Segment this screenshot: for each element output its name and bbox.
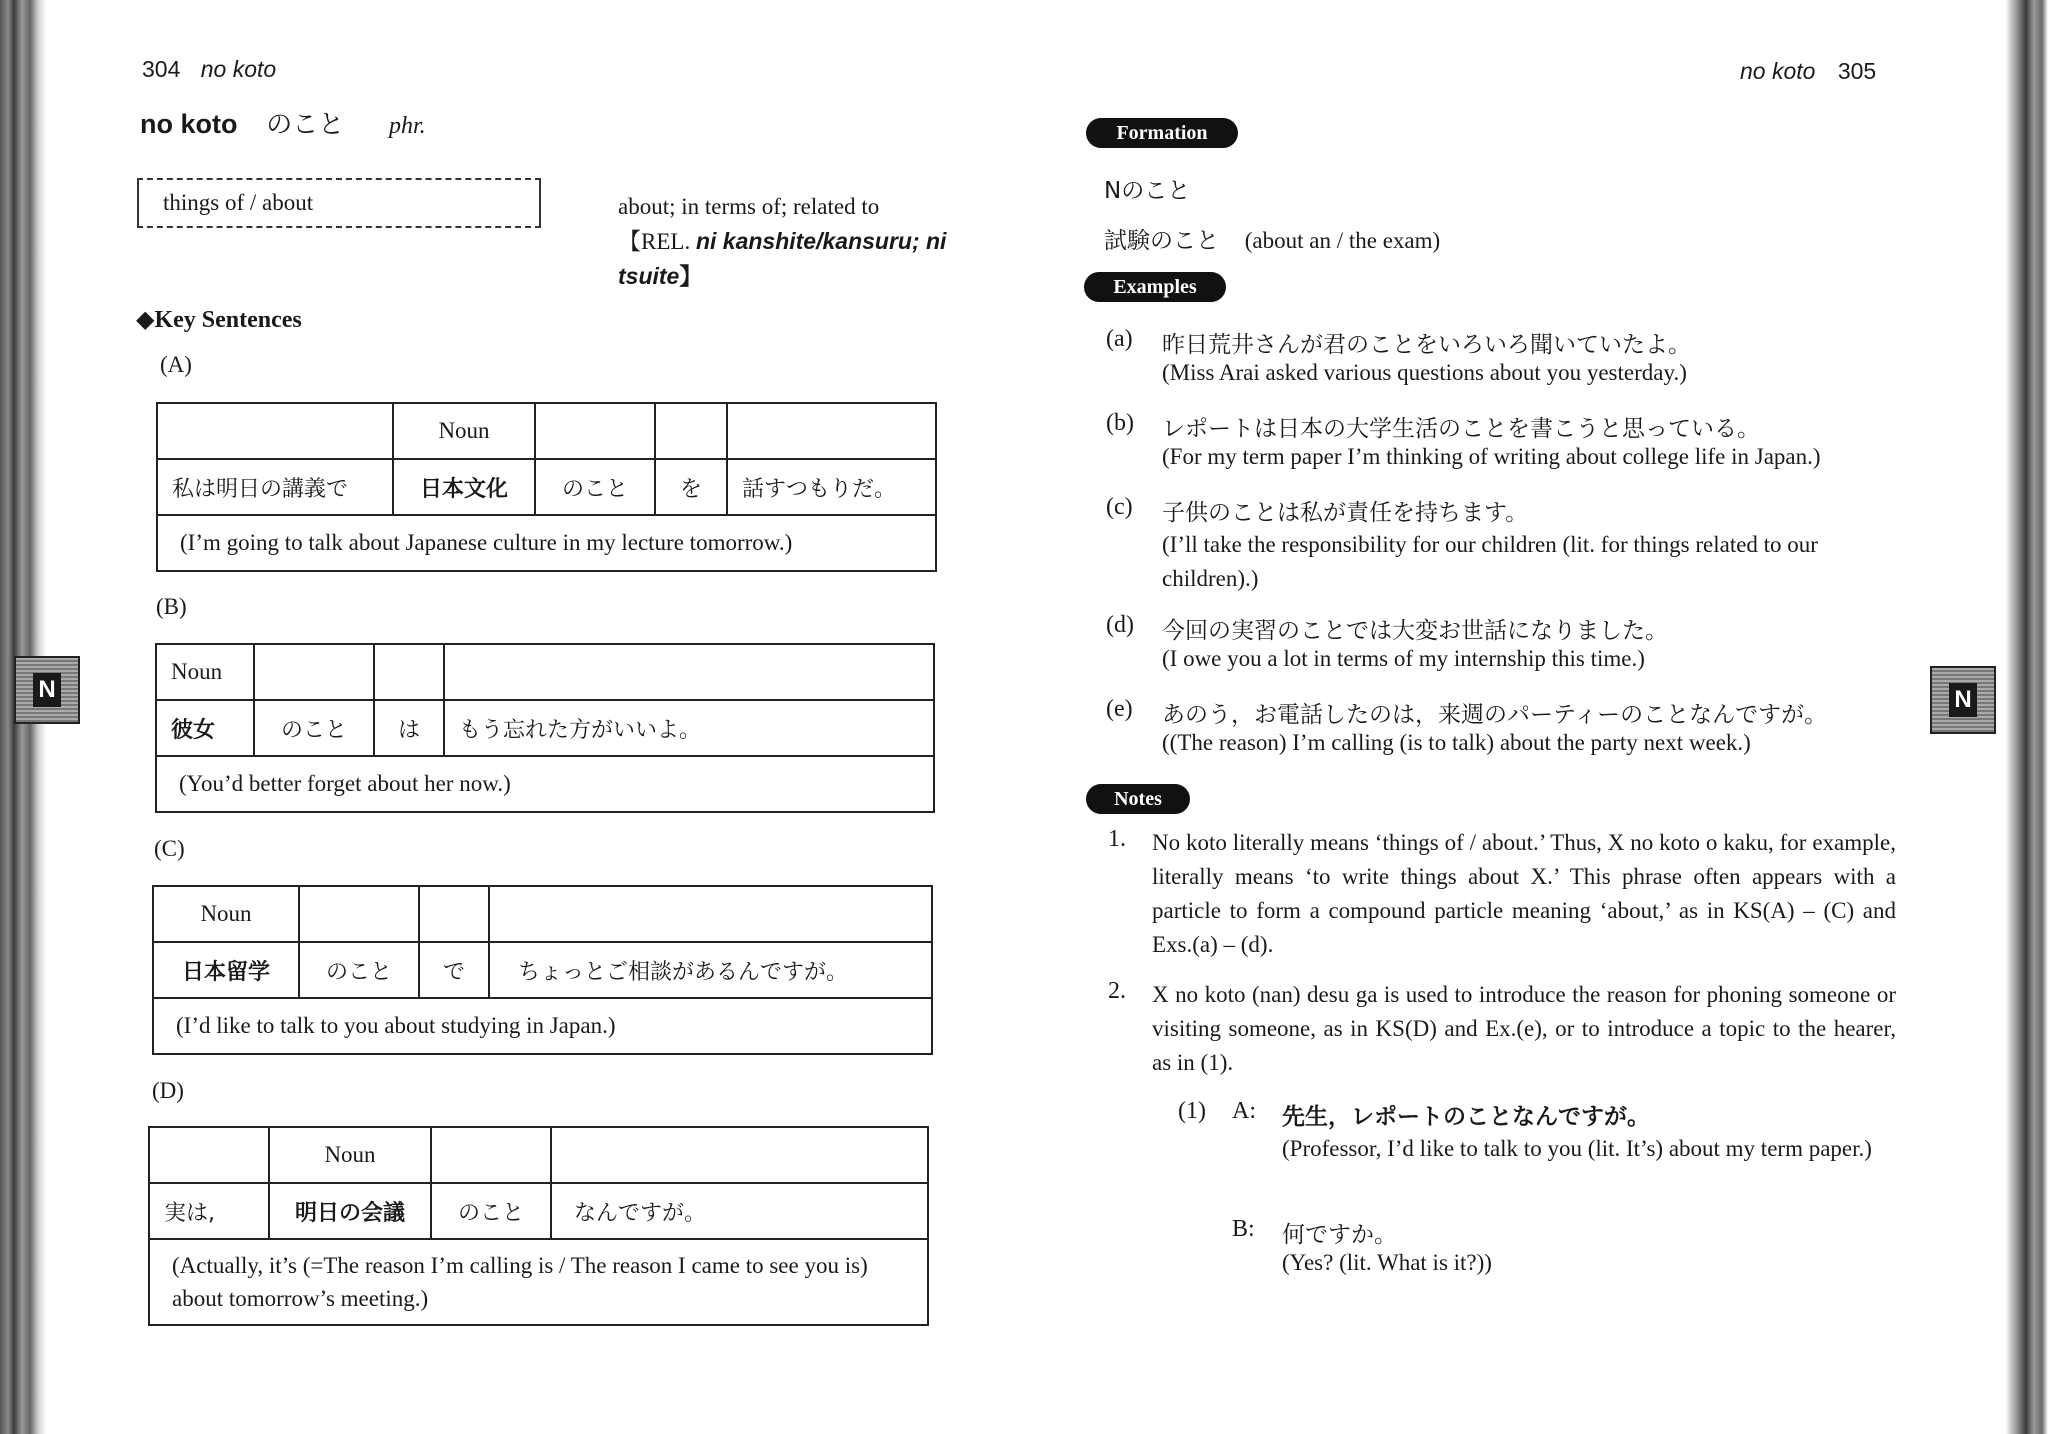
example-item — [1104, 692, 1894, 776]
ks-a-cell: 私は明日の講義で — [157, 459, 393, 515]
note-text: No koto literally means ‘things of / about.’ Thus, X no koto o kaku, for example, literally means ‘to write things about X.’ This phrase often appears with a particle to form a compound particle meaning ‘about,’ as in KS(A) – (C) and Exs.(a) – (d). — [1152, 830, 1896, 957]
entry-romaji: no koto — [140, 109, 238, 139]
ks-a-header-cell: Noun — [393, 403, 535, 459]
example-jp: 子供のことは私が責任を持ちます。 — [1162, 500, 1529, 526]
note-number: 2. — [1108, 978, 1126, 1004]
dialogue-jp: 何ですか。 — [1282, 1222, 1397, 1248]
dialogue — [1178, 1094, 1888, 1296]
entry-japanese: のこと — [266, 110, 345, 140]
ks-a-sentence-row — [157, 459, 936, 515]
dialogue-en: (Yes? (lit. What is it?)) — [1282, 1250, 1492, 1275]
right-thumb-tab — [1930, 666, 1996, 734]
example-en: (I owe you a lot in terms of my internship this time.) — [1162, 646, 1645, 671]
related-meanings: about; in terms of; related to — [618, 194, 880, 219]
ks-a-cell: 日本文化 — [393, 459, 535, 515]
entry-heading — [140, 104, 426, 141]
ks-d-translation: (Actually, it’s (=The reason I’m calling is / The reason I came to see you is) about tomorrow’s meeting.) — [149, 1239, 928, 1325]
ks-b-translation-row — [156, 756, 934, 812]
example-label: (a) — [1106, 326, 1133, 352]
dialogue-speaker: A: — [1232, 1098, 1256, 1124]
example-en: ((The reason) I’m calling (is to talk) about the party next week.) — [1162, 730, 1751, 755]
example-item — [1104, 406, 1894, 490]
ks-d-header-cell: Noun — [269, 1127, 431, 1183]
ks-a-header-cell — [727, 403, 936, 459]
ks-d-translation-row — [149, 1239, 928, 1325]
ks-b-header-cell: Noun — [156, 644, 254, 700]
dialogue-en: (Professor, I’d like to talk to you (lit. It’s) about my term paper.) — [1282, 1136, 1872, 1161]
ks-a-header-cell — [655, 403, 727, 459]
note-text: X no koto (nan) desu ga is used to introduce the reason for phoning someone or visiting someone, as in KS(D) and Ex.(e), or to introduce a topic to the hearer, as in (1). — [1152, 982, 1896, 1075]
note-item — [1106, 826, 1896, 962]
rel-terms-a: ni kanshite/kansuru; ni — [695, 228, 947, 254]
ks-b-header-cell — [254, 644, 374, 700]
ks-c-header-cell — [419, 886, 489, 942]
formation-pattern: Nのこと — [1104, 178, 1191, 204]
ks-b-header-row — [156, 644, 934, 700]
dialogue-speaker: B: — [1232, 1216, 1255, 1242]
examples-label: Examples — [1084, 272, 1226, 302]
example-label: (b) — [1106, 410, 1134, 436]
page-number: 305 — [1837, 58, 1877, 84]
ks-c-table — [152, 885, 933, 1055]
ks-b-cell: は — [374, 700, 444, 756]
ks-a-header-cell — [535, 403, 655, 459]
example-item — [1104, 322, 1894, 406]
example-jp: あのう，お電話したのは，来週のパーティーのことなんですが。 — [1162, 702, 1828, 728]
ks-d-header-cell — [551, 1127, 928, 1183]
formation-example — [1104, 222, 1440, 255]
formation-example-en: (about an / the exam) — [1244, 228, 1441, 253]
page-number: 304 — [142, 56, 181, 82]
ks-c-sentence-row — [153, 942, 932, 998]
entry-pos: phr. — [389, 113, 426, 139]
example-label: (d) — [1106, 612, 1134, 638]
ks-b-label: (B) — [156, 594, 187, 619]
ks-a-translation-row — [157, 515, 936, 571]
example-jp: 今回の実習のことでは大変お世話になりました。 — [1162, 618, 1668, 644]
ks-d-table — [148, 1126, 929, 1326]
ks-c-header-cell — [299, 886, 419, 942]
ks-a-table — [156, 402, 937, 572]
ks-b-header-cell — [444, 644, 934, 700]
dialogue-jp: 先生，レポートのことなんですが。 — [1282, 1104, 1650, 1130]
notes-list — [1106, 826, 1896, 1080]
right-page-edge — [2006, 0, 2048, 1434]
ks-d-sentence-row — [149, 1183, 928, 1239]
ks-a-cell: を — [655, 459, 727, 515]
ks-c-cell: ちょっとご相談があるんですが。 — [489, 942, 932, 998]
ks-d-header-cell — [431, 1127, 551, 1183]
ks-d-header-row — [149, 1127, 928, 1183]
ks-d-cell: なんですが。 — [551, 1183, 928, 1239]
ks-c-cell: 日本留学 — [153, 942, 299, 998]
ks-c-cell: のこと — [299, 942, 419, 998]
ks-c-header-cell: Noun — [153, 886, 299, 942]
formation-label: Formation — [1086, 118, 1238, 148]
ks-d-label: (D) — [152, 1078, 184, 1103]
ks-b-cell: のこと — [254, 700, 374, 756]
ks-c-label: (C) — [154, 836, 185, 861]
related-block — [618, 190, 958, 294]
rel-prefix: 【REL. — [618, 229, 691, 254]
ks-a-label: (A) — [160, 352, 192, 377]
ks-b-translation: (You’d better forget about her now.) — [156, 756, 934, 812]
ks-c-translation: (I’d like to talk to you about studying in Japan.) — [153, 998, 932, 1054]
example-en: (For my term paper I’m thinking of writing about college life in Japan.) — [1162, 444, 1821, 469]
example-en: (Miss Arai asked various questions about you yesterday.) — [1162, 360, 1687, 385]
rel-suffix: 】 — [679, 264, 703, 289]
ks-a-translation: (I’m going to talk about Japanese culture in my lecture tomorrow.) — [157, 515, 936, 571]
example-label: (c) — [1106, 494, 1133, 520]
thumb-tab-letter: N — [33, 673, 61, 707]
ks-d-cell: 実は, — [149, 1183, 269, 1239]
note-number: 1. — [1108, 826, 1126, 852]
note-item — [1106, 978, 1896, 1080]
example-item — [1104, 490, 1894, 608]
meaning-box: things of / about — [137, 178, 541, 228]
example-en: (I’ll take the responsibility for our children (lit. for things related to our children).) — [1162, 532, 1818, 591]
thumb-tab-letter: N — [1949, 683, 1977, 717]
left-thumb-tab — [14, 656, 80, 724]
formation-example-jp: 試験のこと — [1104, 228, 1219, 254]
ks-d-cell: のこと — [431, 1183, 551, 1239]
ks-a-cell: のこと — [535, 459, 655, 515]
ks-c-header-cell — [489, 886, 932, 942]
ks-c-header-row — [153, 886, 932, 942]
example-label: (e) — [1106, 696, 1133, 722]
running-head: no koto — [200, 56, 277, 82]
ks-b-sentence-row — [156, 700, 934, 756]
example-item — [1104, 608, 1894, 692]
running-head: no koto — [1740, 58, 1816, 84]
ks-d-header-cell — [149, 1127, 269, 1183]
dialogue-line — [1178, 1212, 1888, 1296]
ks-b-cell: 彼女 — [156, 700, 254, 756]
dialogue-number: (1) — [1178, 1098, 1206, 1124]
rel-terms-b: tsuite — [618, 263, 680, 289]
key-sentences-heading: ◆Key Sentences — [136, 307, 302, 333]
dialogue-line — [1178, 1094, 1888, 1212]
right-running-header — [1740, 58, 1876, 85]
notes-label: Notes — [1086, 784, 1190, 814]
ks-a-header-cell — [157, 403, 393, 459]
ks-b-cell: もう忘れた方がいいよ。 — [444, 700, 934, 756]
ks-a-cell: 話すつもりだ。 — [727, 459, 936, 515]
ks-b-table — [155, 643, 935, 813]
ks-c-translation-row — [153, 998, 932, 1054]
example-jp: 昨日荒井さんが君のことをいろいろ聞いていたよ。 — [1162, 332, 1691, 358]
left-running-header — [142, 56, 276, 83]
examples-list — [1104, 322, 1894, 776]
ks-a-header-row — [157, 403, 936, 459]
ks-b-header-cell — [374, 644, 444, 700]
example-jp: レポートは日本の大学生活のことを書こうと思っている。 — [1162, 416, 1760, 442]
ks-d-cell: 明日の会議 — [269, 1183, 431, 1239]
ks-c-cell: で — [419, 942, 489, 998]
